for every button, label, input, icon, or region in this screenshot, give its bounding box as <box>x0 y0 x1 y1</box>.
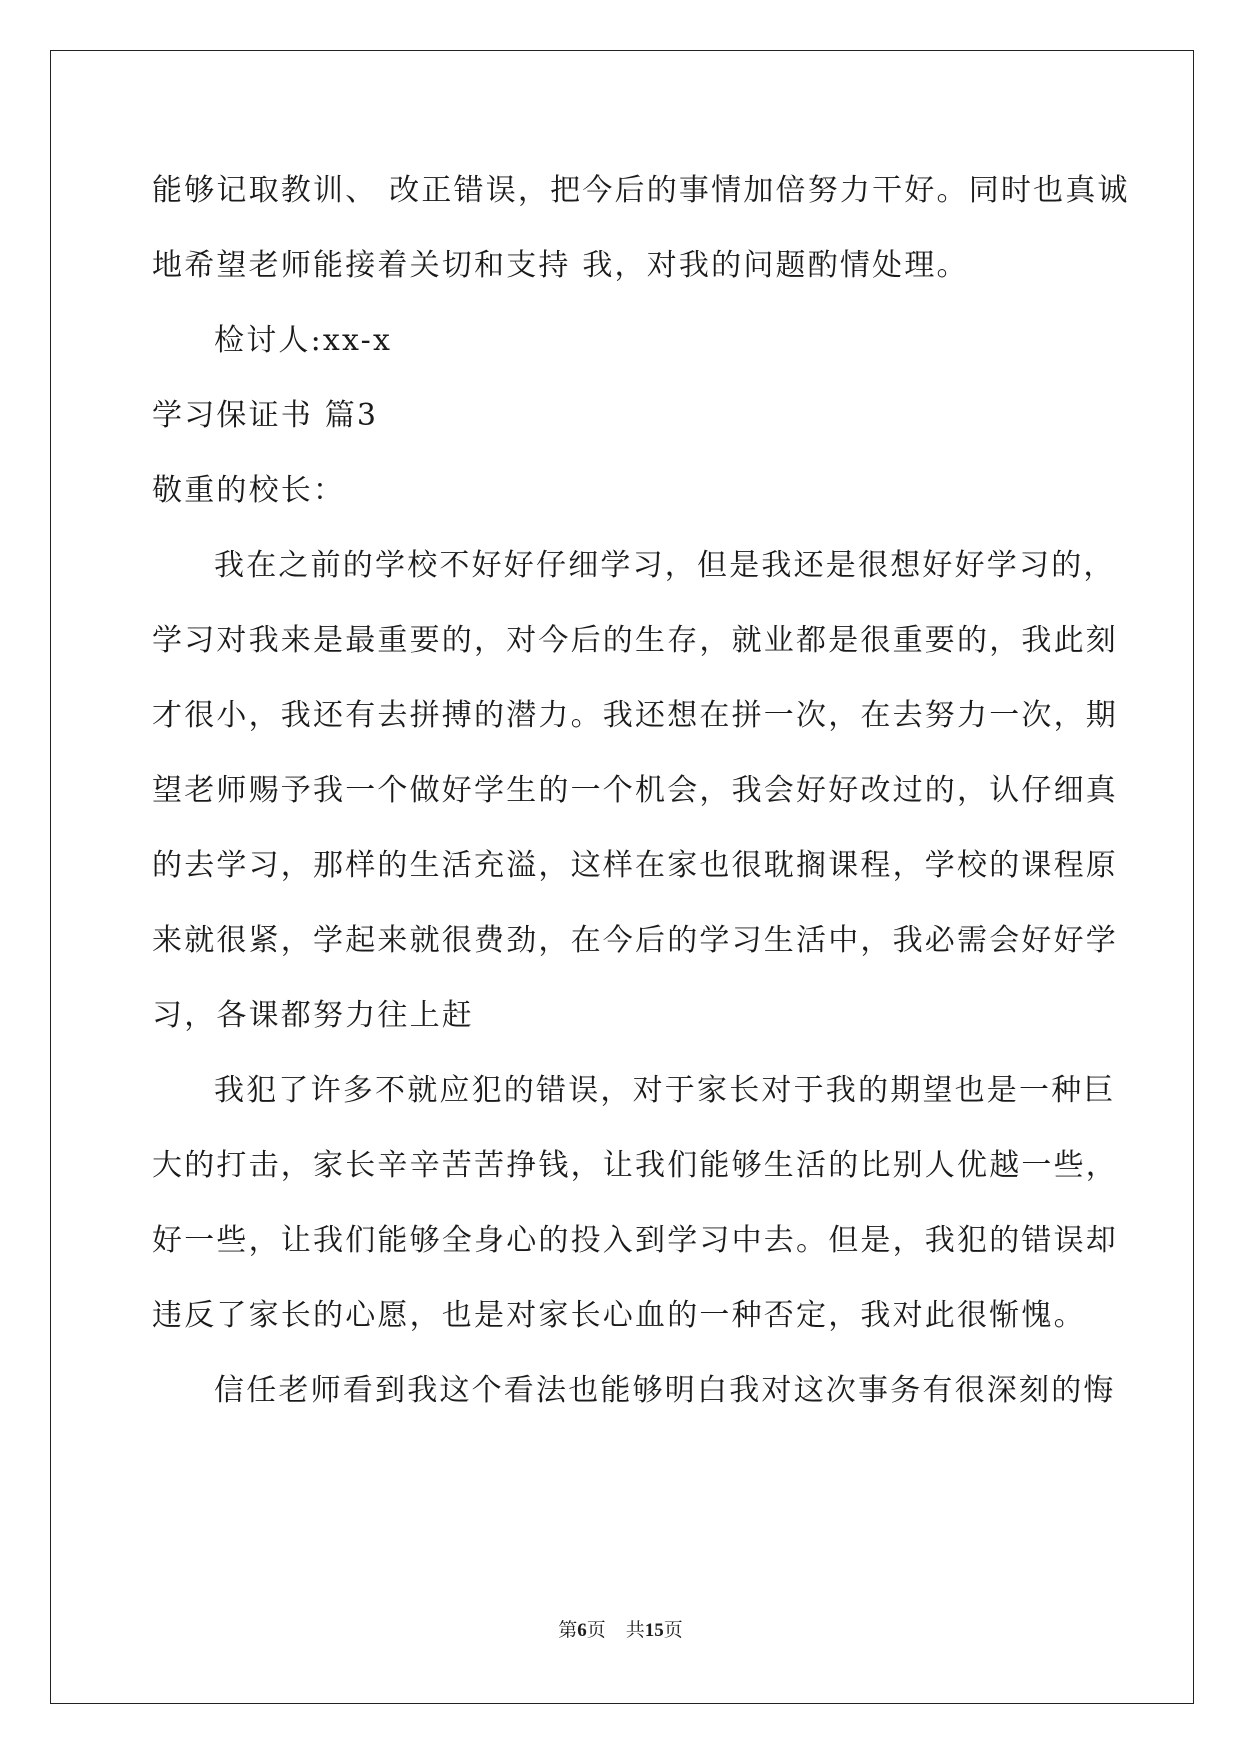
total-prefix: 共 <box>625 1619 645 1641</box>
text-line: 违反了家长的心愿，也是对家长心血的一种否定，我对此很惭愧。 <box>152 1298 1086 1333</box>
page-prefix: 第 <box>558 1619 578 1641</box>
text-line: 能够记取教训、 改正错误，把今后的事情加倍努力干好。同时也真诚 <box>152 173 1130 208</box>
text-line: 来就很紧，学起来就很费劲，在今后的学习生活中，我必需会好好学 <box>152 923 1118 958</box>
total-suffix: 页 <box>663 1619 683 1641</box>
page-number: 6 <box>577 1620 587 1641</box>
text-line: 好一些，让我们能够全身心的投入到学习中去。但是，我犯的错误却 <box>152 1223 1118 1258</box>
text-line: 地希望老师能接着关切和支持 我，对我的问题酌情处理。 <box>152 248 969 283</box>
paragraph-start: 我在之前的学校不好好仔细学习，但是我还是很想好好学习的， <box>214 548 1116 583</box>
text-line: 的去学习，那样的生活充溢，这样在家也很耽搁课程，学校的课程原 <box>152 848 1118 883</box>
document-body <box>152 166 1130 1441</box>
total-pages: 15 <box>644 1620 664 1641</box>
page-suffix: 页 <box>586 1619 606 1641</box>
text-line: 大的打击，家长辛辛苦苦挣钱，让我们能够生活的比别人优越一些， <box>152 1148 1118 1183</box>
text-line: 习，各课都努力往上赶 <box>152 998 474 1033</box>
paragraph-start: 我犯了许多不就应犯的错误，对于家长对于我的期望也是一种巨 <box>214 1073 1116 1108</box>
page-footer <box>0 1618 1241 1643</box>
text-line: 才很小，我还有去拼搏的潜力。我还想在拼一次，在去努力一次，期 <box>152 698 1118 733</box>
section-title: 学习保证书 篇3 <box>152 398 379 433</box>
text-line: 学习对我来是最重要的，对今后的生存，就业都是很重要的，我此刻 <box>152 623 1118 658</box>
text-line: 望老师赐予我一个做好学生的一个机会，我会好好改过的，认仔细真 <box>152 773 1118 808</box>
paragraph-start: 信任老师看到我这个看法也能够明白我对这次事务有很深刻的悔 <box>214 1373 1116 1408</box>
signer-line: 检讨人:xx-x <box>214 323 393 358</box>
salutation: 敬重的校长： <box>152 473 346 508</box>
